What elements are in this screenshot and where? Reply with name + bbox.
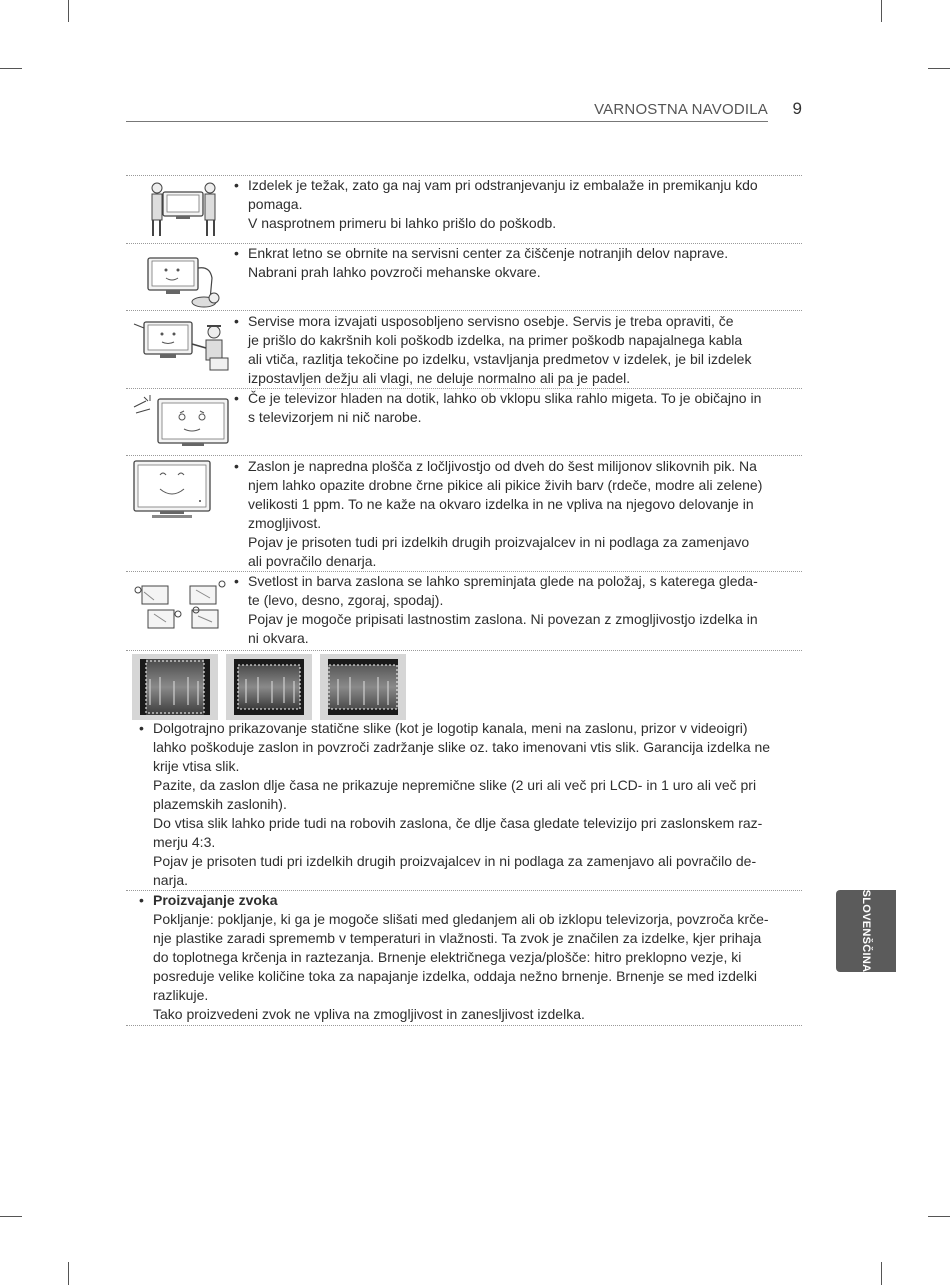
page-number: 9 [792, 99, 802, 118]
bullet: • [234, 245, 239, 261]
language-tab [836, 890, 896, 972]
list-item [126, 176, 802, 243]
language-label: SLOVENŠČINA [860, 889, 872, 973]
list-item [126, 457, 802, 571]
divider [126, 1025, 802, 1026]
divider [126, 455, 802, 456]
bullet: • [139, 720, 144, 736]
bullet: • [234, 573, 239, 589]
image-retention-wide-icon [320, 654, 406, 720]
image-retention-edges-icon [226, 654, 312, 720]
item-text: • Servise mora izvajati usposobljeno servisno osebje. Servis je treba opraviti, če je prišlo do kakršnih koli poškodb izdelka, na primer poškodb napajalnega kabla ali vtiča, razlitja tekočine po izdelku, vstavljanja predmetov v izdelek, je bil izdelek izpostavljen dežju ali vlagi, ne deluje normalno ali pa je padel. [234, 313, 752, 386]
crop-mark [881, 0, 882, 22]
image-retention-thumbnails [130, 654, 430, 722]
item-text: • Če je televizor hladen na dotik, lahko ob vklopu slika rahlo migeta. To je običajno in s televizorjem ni nič narobe. [234, 390, 762, 425]
bullet: • [234, 390, 239, 406]
bullet: • [139, 892, 144, 908]
bullet: • [234, 177, 239, 193]
smiling-tv-pixels-icon [130, 459, 234, 525]
divider [126, 650, 802, 651]
bullet: • [234, 458, 239, 474]
list-item [126, 389, 802, 455]
section-title: VARNOSTNA NAVODILA [594, 101, 768, 118]
crop-mark [68, 0, 69, 22]
page-header [126, 98, 802, 122]
item-text: • Izdelek je težak, zato ga naj vam pri odstranjevanju iz embalaže in premikanju kdo pomaga. V nasprotnem primeru bi lahko prišlo do poškodb. [234, 177, 758, 231]
item-text: • Zaslon je napredna plošča z ločljivostjo od dveh do šest milijonov slikovnih pik. Na njem lahko opazite drobne črne pikice ali pikice živih barv (rdeče, modre ali zelene) velikosti 1 ppm. To ne kaže na okvaro izdelka in ne vpliva na njegovo delovanje in zmogljivost. Pojav je prisoten tudi pri izdelkih drugih proizvajalcev in ni podlaga za zamenjavo ali povračilo denarja. [234, 458, 763, 569]
list-item [126, 244, 802, 310]
section-heading: Proizvajanje zvoka [153, 892, 278, 908]
divider [126, 310, 802, 311]
bullet: • [234, 313, 239, 329]
crop-mark [928, 1216, 950, 1217]
header-rule [126, 121, 768, 122]
item-text: • Proizvajanje zvoka Pokljanje: pokljanje, ki ga je mogoče slišati med gledanjem ali ob izklopu televizorja, povzroča krče- nje plastike zaradi sprememb v temperaturi in vlažnosti. Ta zvok je značilen za izdelke, kjer prihaja do toplotnega krčenja in raztezanja. Brnenje električnega vezja/plošče: hitro preklopno vezje, ki posreduje velike količine toka za napajanje izdelka, oddaja nežno brnenje. Brnenje se med izdelki razlikuje. Tako proizvedeni zvok ne vpliva na zmogljivost in zanesljivost izdelka. [153, 891, 782, 1024]
list-item [126, 719, 802, 889]
item-text: • Dolgotrajno prikazovanje statične slike (kot je logotip kanala, meni na zaslonu, prizor v videoigri) lahko poškoduje zaslon in povzroči zadržanje slike oz. tako imenovani vtis slik. Garancija izdelka ne krije vtisa slik. Pazite, da zaslon dlje časa ne prikazuje nepremične slike (2 uri ali več pri LCD- in 1 uro ali več pri plazemskih zaslonih). Do vtisa slik lahko pride tudi na robovih zaslona, če dlje časa gledate televizijo pri zaslonskem raz- merju 4:3. Pojav je prisoten tudi pri izdelkih drugih proizvajalcev in ni podlaga za zamenjavo ali povračilo de- narja. [139, 720, 771, 888]
list-item [126, 572, 802, 650]
item-text: • Svetlost in barva zaslona se lahko spreminjata glede na položaj, s katerega gleda- te (levo, desno, zgoraj, spodaj). Pojav je mogoče pripisati lastnostim zaslona. Ni povezan z zmogljivostjo izdelka in ni okvara. [234, 573, 758, 646]
two-people-carrying-tv-icon [130, 180, 234, 240]
crop-mark [928, 68, 950, 69]
crop-mark [881, 1262, 882, 1285]
image-retention-4-3-icon [132, 654, 218, 720]
crop-mark [0, 1216, 22, 1217]
viewing-angle-tv-icon [130, 580, 234, 636]
list-item [126, 891, 802, 1025]
item-text: • Enkrat letno se obrnite na servisni center za čiščenje notranjih delov naprave. Nabrani prah lahko povzroči mehanske okvare. [234, 245, 729, 280]
cold-tv-flicker-icon [130, 393, 234, 453]
crop-mark [68, 1262, 69, 1285]
tv-repair-technician-icon [130, 314, 234, 374]
list-item [126, 312, 802, 388]
crop-mark [0, 68, 22, 69]
tv-vacuum-cleaning-icon [130, 248, 234, 308]
